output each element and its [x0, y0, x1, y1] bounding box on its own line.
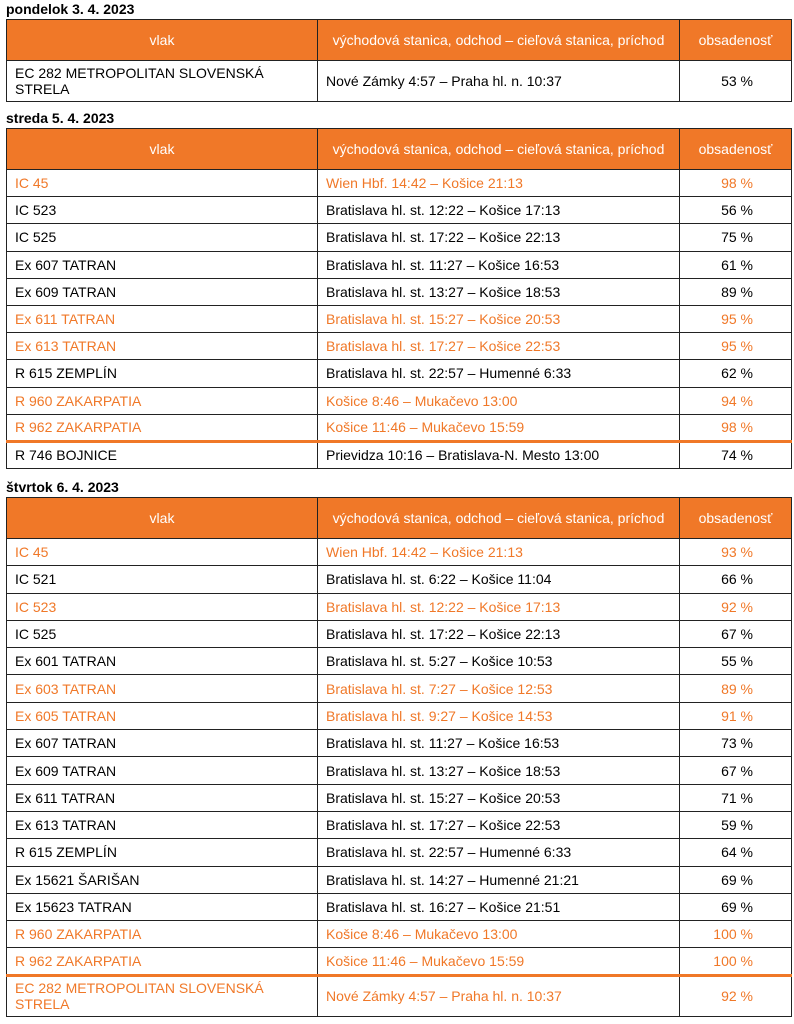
cell-train: R 960 ZAKARPATIA — [7, 387, 318, 414]
table-row — [7, 839, 792, 866]
cell-occupancy: 73 % — [680, 730, 792, 757]
table-row — [7, 620, 792, 647]
cell-route: Bratislava hl. st. 22:57 – Humenné 6:33 — [318, 360, 680, 387]
cell-train: Ex 609 TATRAN — [7, 278, 318, 305]
table-row — [7, 593, 792, 620]
cell-train: Ex 613 TATRAN — [7, 811, 318, 838]
cell-route: Nové Zámky 4:57 – Praha hl. n. 10:37 — [318, 61, 680, 102]
cell-train: IC 523 — [7, 197, 318, 224]
cell-occupancy: 100 % — [680, 948, 792, 975]
table-row — [7, 539, 792, 566]
table-row — [7, 975, 792, 1016]
cell-occupancy: 69 % — [680, 866, 792, 893]
cell-route: Bratislava hl. st. 16:27 – Košice 21:51 — [318, 893, 680, 920]
cell-route: Košice 11:46 – Mukačevo 15:59 — [318, 948, 680, 975]
cell-train: IC 525 — [7, 620, 318, 647]
header-occupancy: obsadenosť — [680, 129, 792, 170]
table-row — [7, 757, 792, 784]
cell-train: Ex 601 TATRAN — [7, 648, 318, 675]
cell-route: Bratislava hl. st. 17:27 – Košice 22:53 — [318, 333, 680, 360]
cell-route: Bratislava hl. st. 11:27 – Košice 16:53 — [318, 730, 680, 757]
table-row — [7, 730, 792, 757]
cell-route: Bratislava hl. st. 13:27 – Košice 18:53 — [318, 278, 680, 305]
cell-route: Bratislava hl. st. 12:22 – Košice 17:13 — [318, 197, 680, 224]
header-route: východová stanica, odchod – cieľová stanica, príchod — [318, 498, 680, 539]
cell-occupancy: 62 % — [680, 360, 792, 387]
cell-train: IC 45 — [7, 170, 318, 197]
table-row — [7, 251, 792, 278]
table-row — [7, 893, 792, 920]
cell-train: R 615 ZEMPLÍN — [7, 839, 318, 866]
cell-train: R 960 ZAKARPATIA — [7, 921, 318, 948]
cell-occupancy: 92 % — [680, 975, 792, 1016]
cell-occupancy: 56 % — [680, 197, 792, 224]
cell-occupancy: 75 % — [680, 224, 792, 251]
cell-route: Bratislava hl. st. 5:27 – Košice 10:53 — [318, 648, 680, 675]
occupancy-table — [6, 497, 792, 1017]
cell-occupancy: 95 % — [680, 305, 792, 332]
table-row — [7, 387, 792, 414]
table-row — [7, 278, 792, 305]
cell-train: Ex 613 TATRAN — [7, 333, 318, 360]
day-heading: streda 5. 4. 2023 — [6, 110, 115, 126]
cell-occupancy: 94 % — [680, 387, 792, 414]
occupancy-table — [6, 19, 792, 102]
cell-train: R 962 ZAKARPATIA — [7, 414, 318, 441]
cell-occupancy: 89 % — [680, 675, 792, 702]
table-row — [7, 441, 792, 468]
cell-route: Bratislava hl. st. 17:22 – Košice 22:13 — [318, 620, 680, 647]
cell-occupancy: 98 % — [680, 170, 792, 197]
cell-route: Košice 8:46 – Mukačevo 13:00 — [318, 921, 680, 948]
table-row — [7, 305, 792, 332]
table-row — [7, 170, 792, 197]
cell-train: Ex 607 TATRAN — [7, 251, 318, 278]
cell-route: Nové Zámky 4:57 – Praha hl. n. 10:37 — [318, 975, 680, 1016]
cell-train: IC 523 — [7, 593, 318, 620]
cell-occupancy: 91 % — [680, 702, 792, 729]
cell-route: Bratislava hl. st. 12:22 – Košice 17:13 — [318, 593, 680, 620]
cell-train: Ex 15621 ŠARIŠAN — [7, 866, 318, 893]
cell-occupancy: 53 % — [680, 61, 792, 102]
cell-occupancy: 95 % — [680, 333, 792, 360]
table-header-row — [7, 129, 792, 170]
cell-route: Prievidza 10:16 – Bratislava-N. Mesto 13:00 — [318, 441, 680, 468]
cell-train: Ex 607 TATRAN — [7, 730, 318, 757]
cell-route: Bratislava hl. st. 9:27 – Košice 14:53 — [318, 702, 680, 729]
cell-occupancy: 89 % — [680, 278, 792, 305]
table-row — [7, 921, 792, 948]
cell-occupancy: 71 % — [680, 784, 792, 811]
table-row — [7, 675, 792, 702]
table-row — [7, 224, 792, 251]
cell-train: Ex 15623 TATRAN — [7, 893, 318, 920]
cell-route: Bratislava hl. st. 13:27 – Košice 18:53 — [318, 757, 680, 784]
cell-train: IC 45 — [7, 539, 318, 566]
cell-train: Ex 611 TATRAN — [7, 305, 318, 332]
table-row — [7, 566, 792, 593]
cell-route: Košice 11:46 – Mukačevo 15:59 — [318, 414, 680, 441]
table-row — [7, 811, 792, 838]
table-row — [7, 866, 792, 893]
cell-train: EC 282 METROPOLITAN SLOVENSKÁ STRELA — [7, 975, 318, 1016]
cell-train: IC 521 — [7, 566, 318, 593]
cell-train: IC 525 — [7, 224, 318, 251]
cell-train: Ex 603 TATRAN — [7, 675, 318, 702]
cell-route: Bratislava hl. st. 14:27 – Humenné 21:21 — [318, 866, 680, 893]
table-row — [7, 197, 792, 224]
header-occupancy: obsadenosť — [680, 498, 792, 539]
cell-occupancy: 59 % — [680, 811, 792, 838]
cell-route: Bratislava hl. st. 22:57 – Humenné 6:33 — [318, 839, 680, 866]
cell-route: Bratislava hl. st. 15:27 – Košice 20:53 — [318, 305, 680, 332]
day-heading: štvrtok 6. 4. 2023 — [6, 479, 119, 495]
header-train: vlak — [7, 20, 318, 61]
cell-train: Ex 605 TATRAN — [7, 702, 318, 729]
cell-occupancy: 67 % — [680, 620, 792, 647]
table-row — [7, 333, 792, 360]
cell-occupancy: 93 % — [680, 539, 792, 566]
table-row — [7, 414, 792, 441]
table-row — [7, 702, 792, 729]
cell-occupancy: 66 % — [680, 566, 792, 593]
cell-route: Bratislava hl. st. 15:27 – Košice 20:53 — [318, 784, 680, 811]
cell-train: R 962 ZAKARPATIA — [7, 948, 318, 975]
cell-route: Bratislava hl. st. 17:27 – Košice 22:53 — [318, 811, 680, 838]
cell-occupancy: 92 % — [680, 593, 792, 620]
header-route: východová stanica, odchod – cieľová stanica, príchod — [318, 20, 680, 61]
table-row — [7, 648, 792, 675]
table-row — [7, 61, 792, 102]
cell-occupancy: 69 % — [680, 893, 792, 920]
header-route: východová stanica, odchod – cieľová stanica, príchod — [318, 129, 680, 170]
cell-route: Wien Hbf. 14:42 – Košice 21:13 — [318, 170, 680, 197]
table-header-row — [7, 498, 792, 539]
cell-occupancy: 100 % — [680, 921, 792, 948]
cell-route: Bratislava hl. st. 11:27 – Košice 16:53 — [318, 251, 680, 278]
cell-route: Bratislava hl. st. 6:22 – Košice 11:04 — [318, 566, 680, 593]
cell-occupancy: 67 % — [680, 757, 792, 784]
cell-train: Ex 609 TATRAN — [7, 757, 318, 784]
table-header-row — [7, 20, 792, 61]
cell-route: Bratislava hl. st. 17:22 – Košice 22:13 — [318, 224, 680, 251]
cell-occupancy: 64 % — [680, 839, 792, 866]
cell-train: R 746 BOJNICE — [7, 441, 318, 468]
occupancy-table — [6, 128, 792, 469]
cell-route: Košice 8:46 – Mukačevo 13:00 — [318, 387, 680, 414]
cell-train: EC 282 METROPOLITAN SLOVENSKÁ STRELA — [7, 61, 318, 102]
table-row — [7, 948, 792, 975]
cell-route: Bratislava hl. st. 7:27 – Košice 12:53 — [318, 675, 680, 702]
cell-occupancy: 98 % — [680, 414, 792, 441]
cell-occupancy: 61 % — [680, 251, 792, 278]
header-train: vlak — [7, 129, 318, 170]
day-heading: pondelok 3. 4. 2023 — [6, 1, 135, 17]
table-row — [7, 784, 792, 811]
cell-train: R 615 ZEMPLÍN — [7, 360, 318, 387]
cell-occupancy: 55 % — [680, 648, 792, 675]
cell-occupancy: 74 % — [680, 441, 792, 468]
header-train: vlak — [7, 498, 318, 539]
cell-train: Ex 611 TATRAN — [7, 784, 318, 811]
header-occupancy: obsadenosť — [680, 20, 792, 61]
table-row — [7, 360, 792, 387]
cell-route: Wien Hbf. 14:42 – Košice 21:13 — [318, 539, 680, 566]
